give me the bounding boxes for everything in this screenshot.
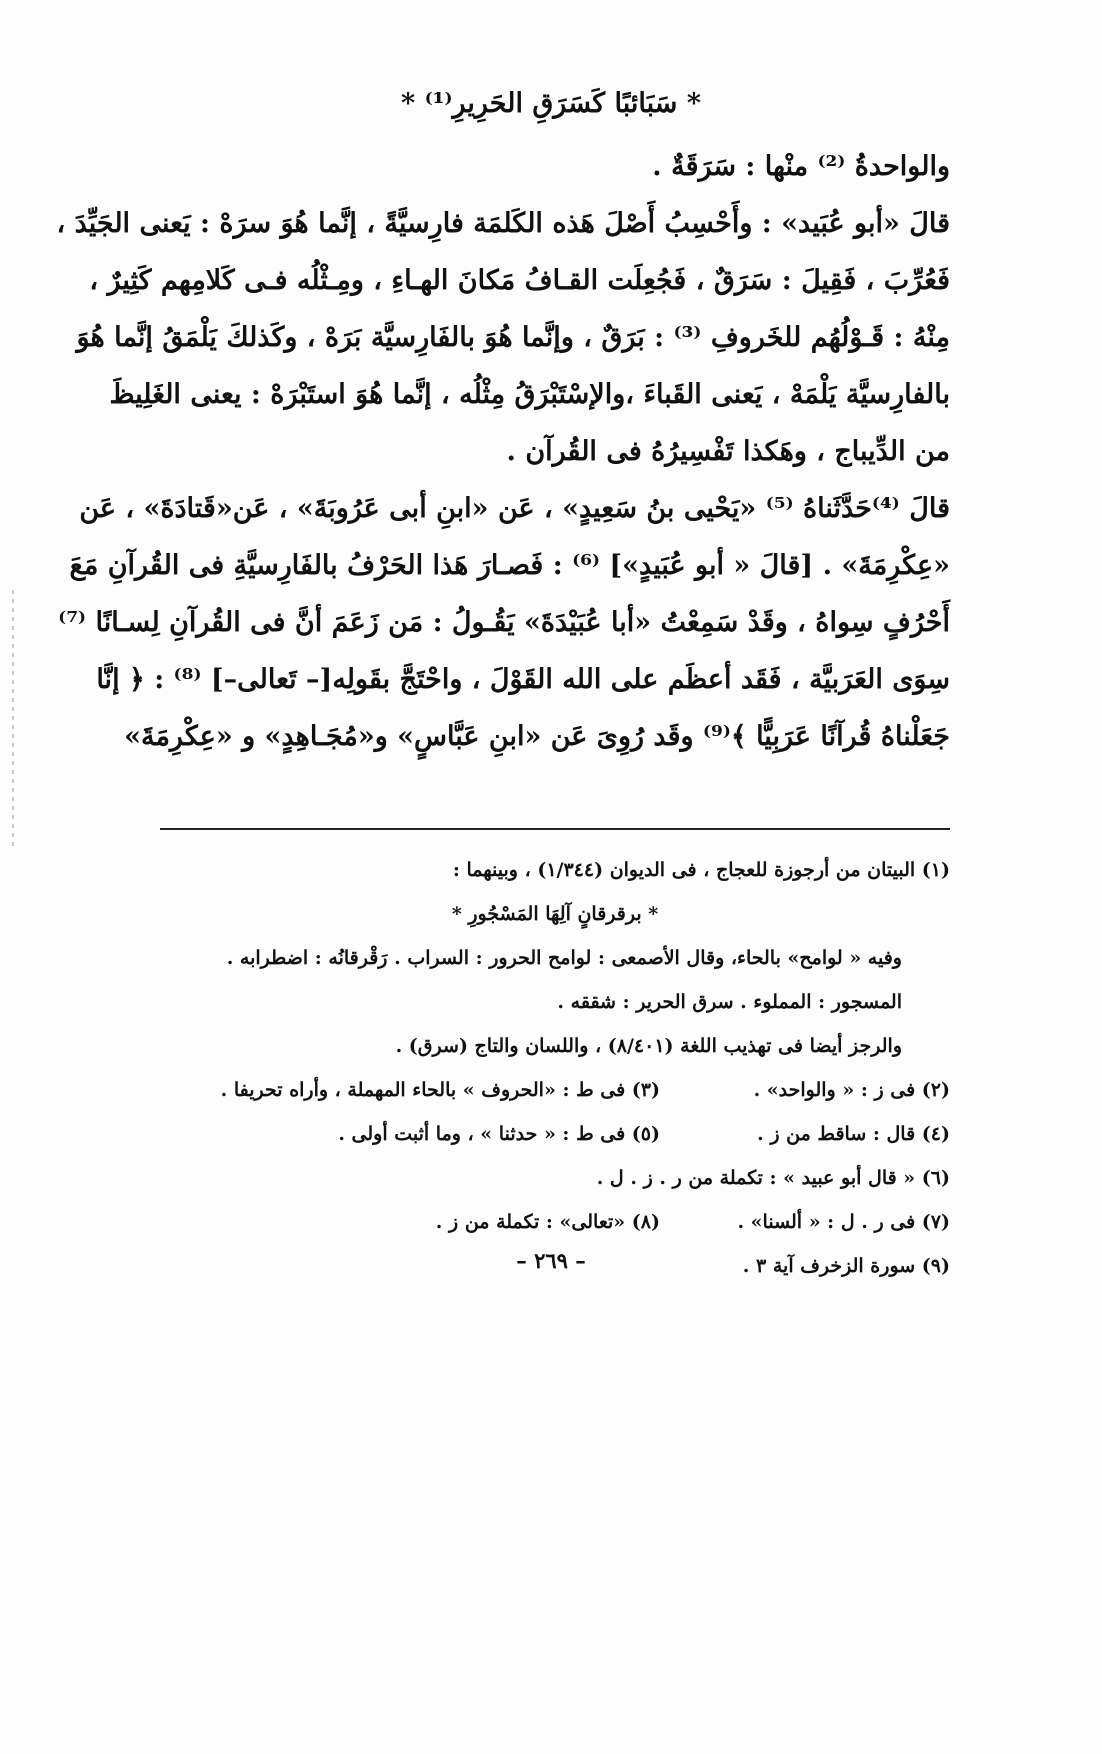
scan-margin-artifact — [12, 590, 14, 850]
footnote-row — [160, 1068, 950, 1112]
footnote-9: (٩) سورة الزخرف آية ٣ . — [742, 1255, 950, 1277]
footnotes-block — [160, 848, 950, 1288]
body-line: مِنْهُ : قَـوْلُهُم للخَروفِ ⁽³⁾ : بَرَقٌ ، وإنَّما هُوَ بالفَارِسيَّة بَرَهْ ، وكَذلكَ يَلْمَقُ إنَّما هُوَ — [76, 322, 950, 353]
footnote-6: (٦) « قال أبو عبيد » : تكملة من ر . ز . ل . — [596, 1167, 950, 1189]
footnote-4: (٤) قال : ساقط من ز . — [757, 1123, 950, 1145]
footnote-row — [160, 1112, 950, 1156]
footnote-1-line-2: وفيه « لوامح» بالحاء، وقال الأصمعى : لوامح الحرور : السراب . رَقْرقانُه : اضطرابه . — [226, 947, 902, 969]
body-line: بالفارِسيَّة يَلْمَهْ ، يَعنى القَباءَ ،والإسْتَبْرَقُ مِثْلُه ، إنَّما هُوَ استَبْرَهْ : يعنى الغَلِيظَ — [109, 379, 950, 410]
footnote-2: (٢) فى ز : « والواحد» . — [753, 1079, 950, 1101]
main-text-block — [56, 138, 950, 765]
footnote-separator — [160, 828, 950, 830]
footnote-row — [160, 1200, 950, 1244]
body-line: فَعُرِّبَ ، فَقِيلَ : سَرَقٌ ، فَجُعِلَت القـافُ مَكانَ الهـاءِ ، ومِـثْلُه فـى كَلامِهم كَثِيرٌ ، — [89, 265, 950, 296]
body-line: من الدِّيباج ، وهَكذا تَفْسِيرُهُ فى القُرآن . — [506, 436, 950, 467]
body-line: قالَ «أبو عُبَيد» : وأَحْسِبُ أَصْلَ هَذه الكَلمَة فارِسيَّةً ، إنَّما هُوَ سرَهْ : يَعنى الجَيِّدَ ، — [56, 208, 950, 239]
footnote-1-verse: * برقرقانٍ آلِهَا المَسْجُورِ * — [451, 903, 659, 925]
body-line: والواحدةُ ⁽²⁾ منْها : سَرَقَةٌ . — [652, 151, 950, 182]
body-line: قالَ ⁽⁴⁾حَدَّثَناهُ ⁽⁵⁾ «يَحْيى بنُ سَعِيدٍ» ، عَن «ابنِ أبى عَرُوبَةَ» ، عَن«قَتادَةَ» ، عَن — [79, 493, 950, 524]
body-line: أَحْرُفٍ سِواهُ ، وقَدْ سَمِعْتُ «أبا عُبَيْدَةَ» يَقُـولُ : مَن زَعَمَ أنَّ فى القُرآنِ لِسـانًا ⁽⁷⁾ — [58, 607, 950, 638]
footnote-3: (٣) فى ط : «الحروف » بالحاء المهملة ، وأراه تحريفا . — [220, 1079, 660, 1101]
footnote-1-line-3: المسجور : المملوء . سرق الحرير : شققه . — [557, 991, 902, 1013]
footnote-1: (١) البيتان من أرجوزة للعجاج ، فى الديوان (١/٣٤٤) ، وبينهما : — [452, 859, 950, 881]
body-line: «عِكْرِمَةَ» . [قالَ « أبو عُبَيدٍ»] ⁽⁶⁾ : فَصـارَ هَذا الحَرْفُ بالفَارِسيَّةِ فى القُرآنِ مَعَ — [69, 550, 950, 581]
body-line: جَعَلْناهُ قُرآنًا عَرَبِيًّا ﴾⁽⁹⁾ وقَد رُوِىَ عَن «ابنِ عَبَّاسٍ» و«مُجَـاهِدٍ» و «عِكْرِمَةَ» — [124, 721, 950, 752]
footnote-1-line-4: والرجز أيضا فى تهذيب اللغة (٨/٤٠١) ، واللسان والتاج (سرق) . — [395, 1035, 902, 1057]
page-number: – ٢٦٩ – — [516, 1248, 586, 1273]
footnote-8: (٨) «تعالى» : تكملة من ز . — [435, 1211, 660, 1233]
footnote-7: (٧) فى ر . ل : « ألسنا» . — [737, 1211, 950, 1233]
verse-heading: * سَبَائبًا كَسَرَقِ الحَرِيرِ⁽¹⁾ * — [401, 88, 701, 119]
footnote-5: (٥) فى ط : « حدثنا » ، وما أثبت أولى . — [338, 1123, 660, 1145]
body-line: سِوَى العَرَبيَّة ، فَقَد أعظَم على الله القَوْلَ ، واحْتَجَّ بقَولِه[– تَعالى–] ⁽⁸⁾ : ﴿ إنَّا — [96, 664, 950, 695]
